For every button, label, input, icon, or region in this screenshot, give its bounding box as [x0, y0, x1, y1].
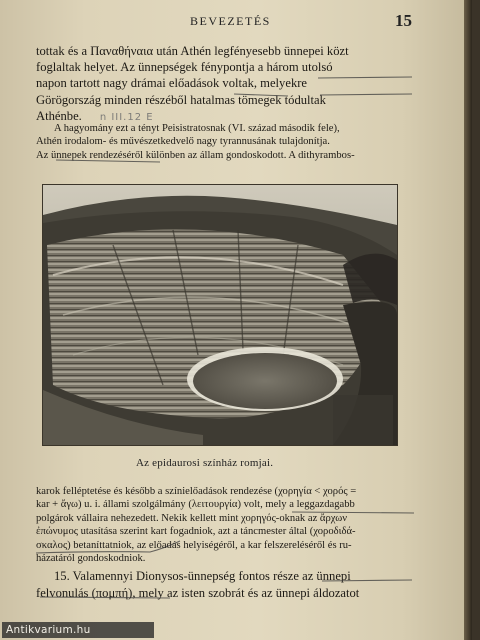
- text-line: ἐπώνυμος utasítása szerint kart fogadniok, azt a táncmester által (χοροδιδά-: [36, 526, 356, 538]
- paragraph-choregia: [36, 485, 414, 565]
- paragraph-tradition: [36, 122, 414, 162]
- site-watermark: Antikvarium.hu: [2, 622, 154, 638]
- section-15-paragraph: [36, 568, 414, 602]
- text-line: napon tartott nagy drámai előadások voltak, melyekre: [36, 76, 308, 91]
- text-line: Athén irodalom- és művészetkedvelő nagy tyrannusának tulajdonítja.: [36, 136, 330, 148]
- text-line: kar + ἄγω) u. i. állami szolgálmány (λειτουργία) volt, mely a leggazdagabb: [36, 499, 355, 511]
- epidaurus-theatre-image: [43, 185, 397, 445]
- figure-caption: Az epidaurosi színház romjai.: [136, 457, 274, 469]
- text-line: felvonulás (πομπή), mely az isten szobrát és az ünnepi áldozatot: [36, 586, 360, 600]
- text-line: polgárok vállaira nehezedett. Nekik kellett mint χορηγός-oknak az ἄρχων: [36, 512, 347, 524]
- text-line: karok felléptetése és később a színielőadások rendezése (χορηγία < χορός =: [36, 486, 357, 497]
- text-line: tottak és a Παναθήναια után Athén legfényesebb ünnepei közt: [36, 44, 349, 58]
- text-line: Görögország minden részéből hatalmas tömegek tódultak: [36, 92, 326, 107]
- text-line: Az ünnepek rendezéséről különben az állam gondoskodott. A dithyrambos-: [36, 149, 355, 161]
- text-line: σκαλος) betaníttatniok, az előadás helyiségéről, a kar felszereléséről és ru-: [36, 539, 352, 551]
- pencil-margin-note: n III.12 E: [99, 111, 154, 123]
- text-line: foglaltak helyet. Az ünnepségek fénypontja a három utolsó: [36, 60, 333, 75]
- text-line: A hagyomány ezt a tényt Peisistratosnak (VI. század második fele),: [54, 123, 340, 134]
- text-line: 15. Valamennyi Dionysos-ünnepség fontos része az ünnepi: [54, 569, 351, 583]
- book-spine-edge: [464, 0, 472, 640]
- running-title: BEVEZETÉS: [190, 14, 271, 28]
- intro-paragraph: [36, 43, 414, 126]
- theatre-photograph: [42, 184, 398, 446]
- text-line: házatáról gondoskodniok.: [36, 553, 146, 565]
- running-header: [0, 11, 472, 34]
- page-number: 15: [395, 11, 412, 30]
- text-fragment: Athénbe.: [36, 108, 82, 123]
